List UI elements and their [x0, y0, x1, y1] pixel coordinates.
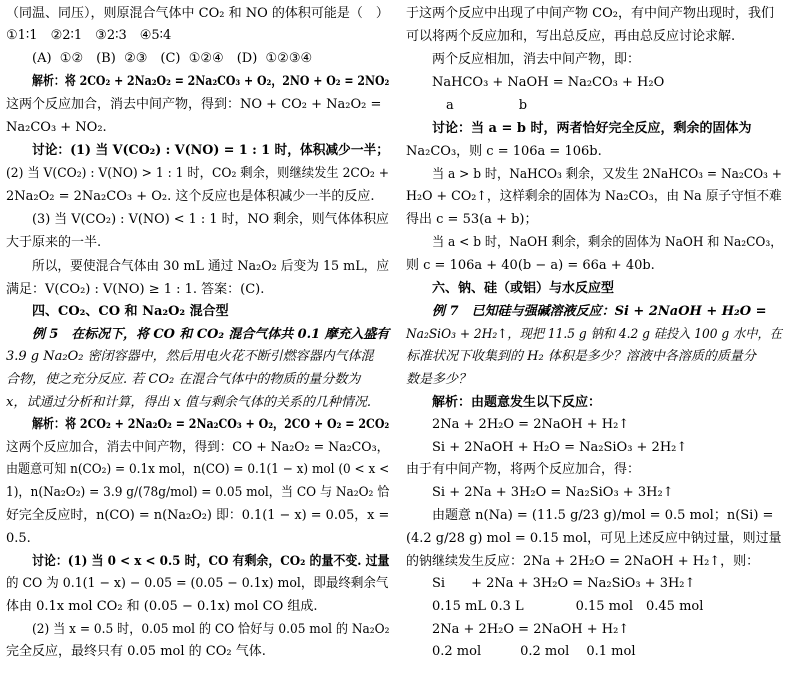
- text-line: 讨论：当 a = b 时，两者恰好完全反应，剩余的固体为: [432, 121, 752, 136]
- text-line: 可以将两个反应加和，写出总反应，再由总反应讨论求解.: [406, 29, 736, 44]
- text-line: 则 c = 106a + 40(b − a) = 66a + 40b.: [406, 258, 655, 273]
- text-line: 数是多少？: [406, 372, 472, 387]
- text-line: 得出 c = 53(a + b)；: [406, 212, 538, 227]
- text-line: 由于有中间产物，将两个反应加合，得：: [406, 462, 641, 477]
- text-line: 0.15 mL 0.3 L 0.15 mol 0.45 mol: [432, 599, 704, 614]
- text-line: 例 7 已知硅与强碱溶液反应：Si + 2NaOH + H₂O =: [432, 304, 767, 319]
- text-line: 1)，n(Na₂O₂) = 3.9 g/(78g/mol) = 0.05 mol，当 CO 与 Na₂O₂ 恰: [6, 485, 390, 500]
- text-line: 好完全反应时，n(CO) = n(Na₂O₂) 即：0.1(1 − x) = 0.05，x =: [6, 508, 390, 523]
- text-line: a b: [446, 98, 528, 113]
- text-line: 2Na₂O₂ = 2Na₂CO₃ + O₂. 这个反应也是体积减少一半的反应.: [6, 189, 375, 204]
- text-line: 大于原来的一半.: [6, 235, 102, 250]
- text-line: 当 a < b 时，NaOH 剩余，剩余的固体为 NaOH 和 Na₂CO₃，: [432, 235, 783, 250]
- text-line: 的钠继续发生反应：2Na + 2H₂O = 2NaOH + H₂↑，则：: [406, 554, 760, 569]
- text-line: 0.5.: [6, 531, 31, 546]
- text-line: 讨论：(1) 当 0 < x < 0.5 时，CO 有剩余，CO₂ 的量不变. 过量: [32, 554, 390, 569]
- text-line: Na₂SiO₃ + 2H₂↑，现把 11.5 g 钠和 4.2 g 硅投入 100 g 水中，在: [406, 327, 782, 342]
- text-line: 当 a > b 时，NaHCO₃ 剩余，又发生 2NaHCO₃ = Na₂CO₃ +: [432, 167, 782, 182]
- text-line: Na₂CO₃，则 c = 106a = 106b.: [406, 144, 602, 159]
- text-line: 于这两个反应中出现了中间产物 CO₂，有中间产物出现时，我们: [406, 6, 774, 21]
- text-line: 讨论：(1) 当 V(CO₂) : V(NO) = 1 : 1 时，体积减少一半；: [32, 143, 389, 158]
- text-line: 2Na + 2H₂O = 2NaOH + H₂↑: [432, 417, 630, 432]
- text-line: 两个反应相加，消去中间产物，即：: [432, 52, 641, 67]
- text-line: (2) 当 x = 0.5 时，0.05 mol 的 CO 恰好与 0.05 mol 的 Na₂O₂: [32, 622, 390, 637]
- text-line: 六、钠、硅（或铝）与水反应型: [432, 281, 615, 296]
- text-line: 解析：将 2CO₂ + 2Na₂O₂ = 2Na₂CO₃ + O₂，2CO + O₂ = 2CO₂: [32, 417, 390, 432]
- text-line: (2) 当 V(CO₂) : V(NO) > 1 : 1 时，CO₂ 剩余，则继续发生 2CO₂ +: [6, 166, 390, 181]
- text-line: Si + 2Na + 3H₂O = Na₂SiO₃ + 3H₂↑: [432, 576, 696, 591]
- text-line: 这两个反应加合，消去中间产物，得到：NO + CO₂ + Na₂O₂ =: [6, 97, 382, 112]
- text-line: NaHCO₃ + NaOH = Na₂CO₃ + H₂O: [432, 75, 665, 90]
- text-line: 体由 0.1x mol CO₂ 和 (0.05 − 0.1x) mol CO 组成.: [6, 599, 318, 614]
- text-line: 满足：V(CO₂) : V(NO) ≥ 1 : 1. 答案：(C).: [6, 282, 265, 297]
- text-line: 例 5 在标况下，将 CO 和 CO₂ 混合气体共 0.1 摩充入盛有: [32, 327, 390, 342]
- text-line: 所以，要使混合气体由 30 mL 通过 Na₂O₂ 后变为 15 mL，应: [32, 259, 390, 274]
- text-line: 的 CO 为 0.1(1 − x) − 0.05 = (0.05 − 0.1x) mol，即最终剩余气: [6, 576, 389, 591]
- text-line: Si + 2NaOH + H₂O = Na₂SiO₃ + 2H₂↑: [432, 440, 688, 455]
- text-line: 2Na + 2H₂O = 2NaOH + H₂↑: [432, 622, 630, 637]
- text-line: 解析：将 2CO₂ + 2Na₂O₂ = 2Na₂CO₃ + O₂，2NO + O₂ = 2NO₂: [32, 74, 390, 89]
- text-line: 这两个反应加合，消去中间产物，得到：CO + Na₂O₂ = Na₂CO₃，: [6, 440, 390, 455]
- text-line: (4.2 g/28 g) mol = 0.15 mol，可见上述反应中钠过量，则过量: [406, 531, 782, 546]
- text-line: Na₂CO₃ + NO₂.: [6, 120, 107, 135]
- text-line: 标准状况下收集到的 H₂ 体积是多少？溶液中各溶质的质量分: [406, 349, 756, 364]
- text-line: H₂O + CO₂↑，这样剩余的固体为 Na₂CO₃，由 Na 原子守恒不难: [406, 189, 782, 204]
- text-line: 由题意可知 n(CO₂) = 0.1x mol，n(CO) = 0.1(1 − x) mol (0 < x <: [6, 462, 390, 477]
- text-line: 由题意 n(Na) = (11.5 g/23 g)/mol = 0.5 mol；n(Si) =: [432, 508, 774, 523]
- text-line: 四、CO₂、CO 和 Na₂O₂ 混合型: [32, 304, 229, 319]
- text-line: 3.9 g Na₂O₂ 密闭容器中，然后用电火花不断引燃容器内气体混: [6, 349, 374, 364]
- text-line: x，试通过分析和计算，得出 x 值与剩余气体的关系的几种情况.: [6, 395, 372, 410]
- text-line: (3) 当 V(CO₂) : V(NO) < 1 : 1 时，NO 剩余，则气体体积应: [32, 212, 389, 227]
- text-line: 0.2 mol 0.2 mol 0.1 mol: [432, 644, 636, 659]
- text-line: 解析：由题意发生以下反应：: [432, 395, 602, 410]
- text-line: ①1∶1 ②2∶1 ③2∶3 ④5∶4: [6, 28, 172, 43]
- text-line: Si + 2Na + 3H₂O = Na₂SiO₃ + 3H₂↑: [432, 485, 674, 500]
- text-line: （同温、同压），则原混合气体中 CO₂ 和 NO 的体积可能是（ ）: [6, 6, 389, 21]
- text-line: 完全反应，最终只有 0.05 mol 的 CO₂ 气体.: [6, 644, 266, 659]
- text-line: 合物，使之充分反应. 若 CO₂ 在混合气体中的物质的量分数为: [6, 372, 361, 387]
- text-line: (A) ①② (B) ②③ (C) ①②④ (D) ①②③④: [32, 51, 313, 66]
